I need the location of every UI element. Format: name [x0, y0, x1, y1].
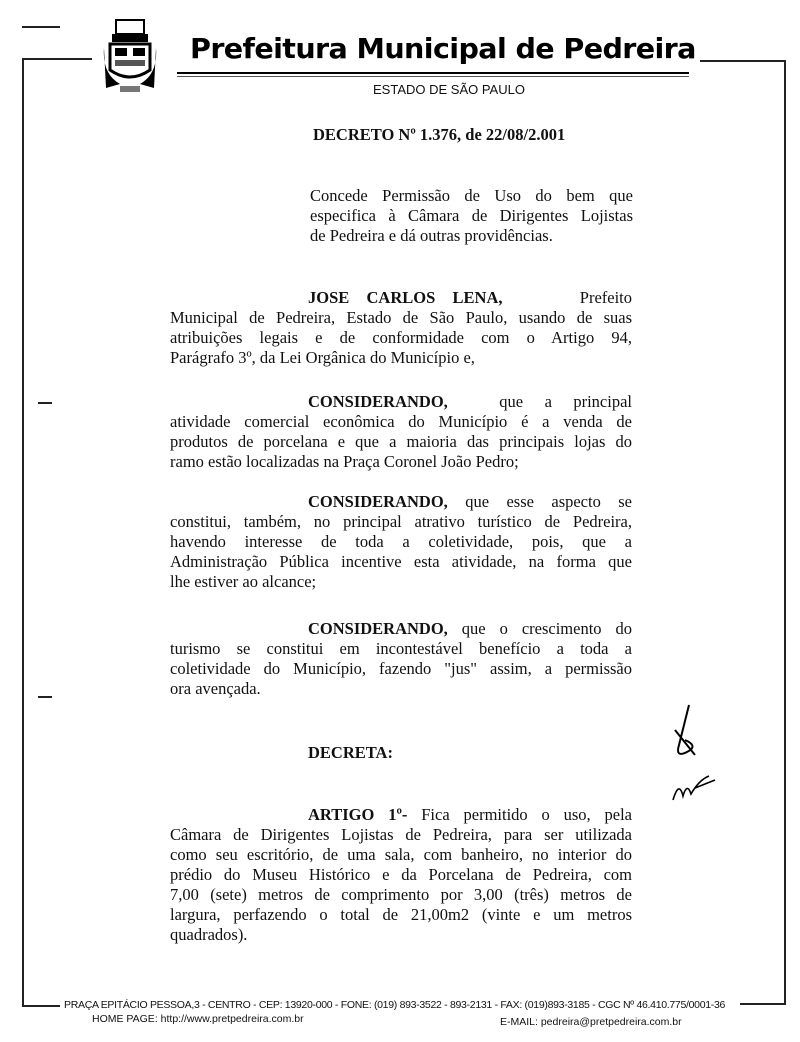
- frame-top-left: [22, 58, 92, 60]
- paragraph-line: turismo se constitui em incontestável benefício a toda a: [170, 639, 632, 658]
- paragraph-considerando-2: [170, 492, 632, 592]
- ementa: [310, 186, 633, 246]
- artigo-line: largura, perfazendo o total de 21,00m2 (vinte e um metros: [170, 905, 632, 924]
- ementa-line: Concede Permissão de Uso do bem que: [310, 186, 633, 205]
- coat-of-arms-logo: [100, 18, 160, 96]
- artigo-line: prédio do Museu Histórico e da Porcelana de Pedreira, com: [170, 865, 632, 884]
- ementa-line: especifica à Câmara de Dirigentes Lojistas: [310, 206, 633, 225]
- frame-bottom-left: [22, 1005, 60, 1007]
- paragraph-preamble: [170, 288, 632, 368]
- paragraph-line: Municipal de Pedreira, Estado de São Paulo, usando de suas: [170, 308, 632, 327]
- ementa-line: de Pedreira e dá outras providências.: [310, 226, 553, 245]
- footer-address: PRAÇA EPITÁCIO PESSOA,3 - CENTRO - CEP: 13920-000 - FONE: (019) 893-3522 - 893-2131 - FAX: (019)893-3185 - CGC Nº 46.410.775/0001-36: [64, 999, 726, 1011]
- signature-initials: [665, 700, 725, 810]
- paragraph-lead: CONSIDERANDO,: [308, 392, 448, 411]
- header-title: Prefeitura Municipal de Pedreira: [190, 32, 696, 65]
- paragraph-line: ramo estão localizadas na Praça Coronel João Pedro;: [170, 452, 519, 471]
- paragraph-line: Parágrafo 3º, da Lei Orgânica do Município e,: [170, 348, 475, 367]
- artigo-line: Câmara de Dirigentes Lojistas de Pedreira, para ser utilizada: [170, 825, 632, 844]
- artigo-1: [170, 805, 632, 945]
- paragraph-line: Administração Pública incentive esta atividade, na forma que: [170, 552, 632, 571]
- frame-top-left-mark: [22, 26, 60, 28]
- paragraph-line: atribuições legais e de conformidade com o Artigo 94,: [170, 328, 632, 347]
- paragraph-considerando-1: [170, 392, 632, 472]
- paragraph-line: Prefeito: [579, 288, 633, 307]
- decreta-heading: DECRETA:: [308, 743, 393, 762]
- paragraph-lead: JOSE CARLOS LENA,: [308, 288, 503, 307]
- artigo-line: 7,00 (sete) metros de comprimento por 3,00 (três) metros de: [170, 885, 632, 904]
- scan-mark: [38, 696, 52, 698]
- paragraph-line: atividade comercial econômica do Município é a venda de: [170, 412, 632, 431]
- paragraph-line: lhe estiver ao alcance;: [170, 572, 317, 591]
- artigo-lead: ARTIGO 1º-: [308, 805, 408, 824]
- paragraph-line: produtos de porcelana e que a maioria das principais lojas do: [170, 432, 632, 451]
- paragraph-lead: CONSIDERANDO,: [308, 492, 448, 511]
- frame-top-right: [700, 60, 786, 62]
- paragraph-considerando-3: [170, 619, 632, 699]
- footer-homepage[interactable]: HOME PAGE: http://www.pretpedreira.com.br: [92, 1013, 304, 1025]
- scan-mark: [38, 402, 52, 404]
- paragraph-line: que o crescimento do: [461, 619, 633, 638]
- paragraph-line: havendo interesse de toda a coletividade, pois, que a: [170, 532, 632, 551]
- paragraph-lead: CONSIDERANDO,: [308, 619, 448, 638]
- decree-title: DECRETO Nº 1.376, de 22/08/2.001: [313, 125, 566, 144]
- header-subtitle: ESTADO DE SÃO PAULO: [373, 82, 525, 97]
- paragraph-line: constitui, também, no principal atrativo turístico de Pedreira,: [170, 512, 632, 531]
- paragraph-line: que a principal: [499, 392, 632, 411]
- paragraph-line: coletividade do Município, fazendo "jus" assim, a permissão: [170, 659, 632, 678]
- artigo-line: quadrados).: [170, 925, 248, 944]
- paragraph-line: que esse aspecto se: [465, 492, 632, 511]
- header-rule-thin: [177, 76, 689, 77]
- header-rule: [177, 72, 689, 74]
- artigo-line: como seu escritório, de uma sala, com banheiro, no interior do: [170, 845, 632, 864]
- frame-right: [784, 60, 786, 1004]
- paragraph-line: ora avençada.: [170, 679, 261, 698]
- frame-left: [22, 58, 24, 1006]
- artigo-line: Fica permitido o uso, pela: [421, 805, 632, 824]
- footer-email[interactable]: E-MAIL: pedreira@pretpedreira.com.br: [500, 1016, 682, 1028]
- frame-bottom-right: [740, 1003, 786, 1005]
